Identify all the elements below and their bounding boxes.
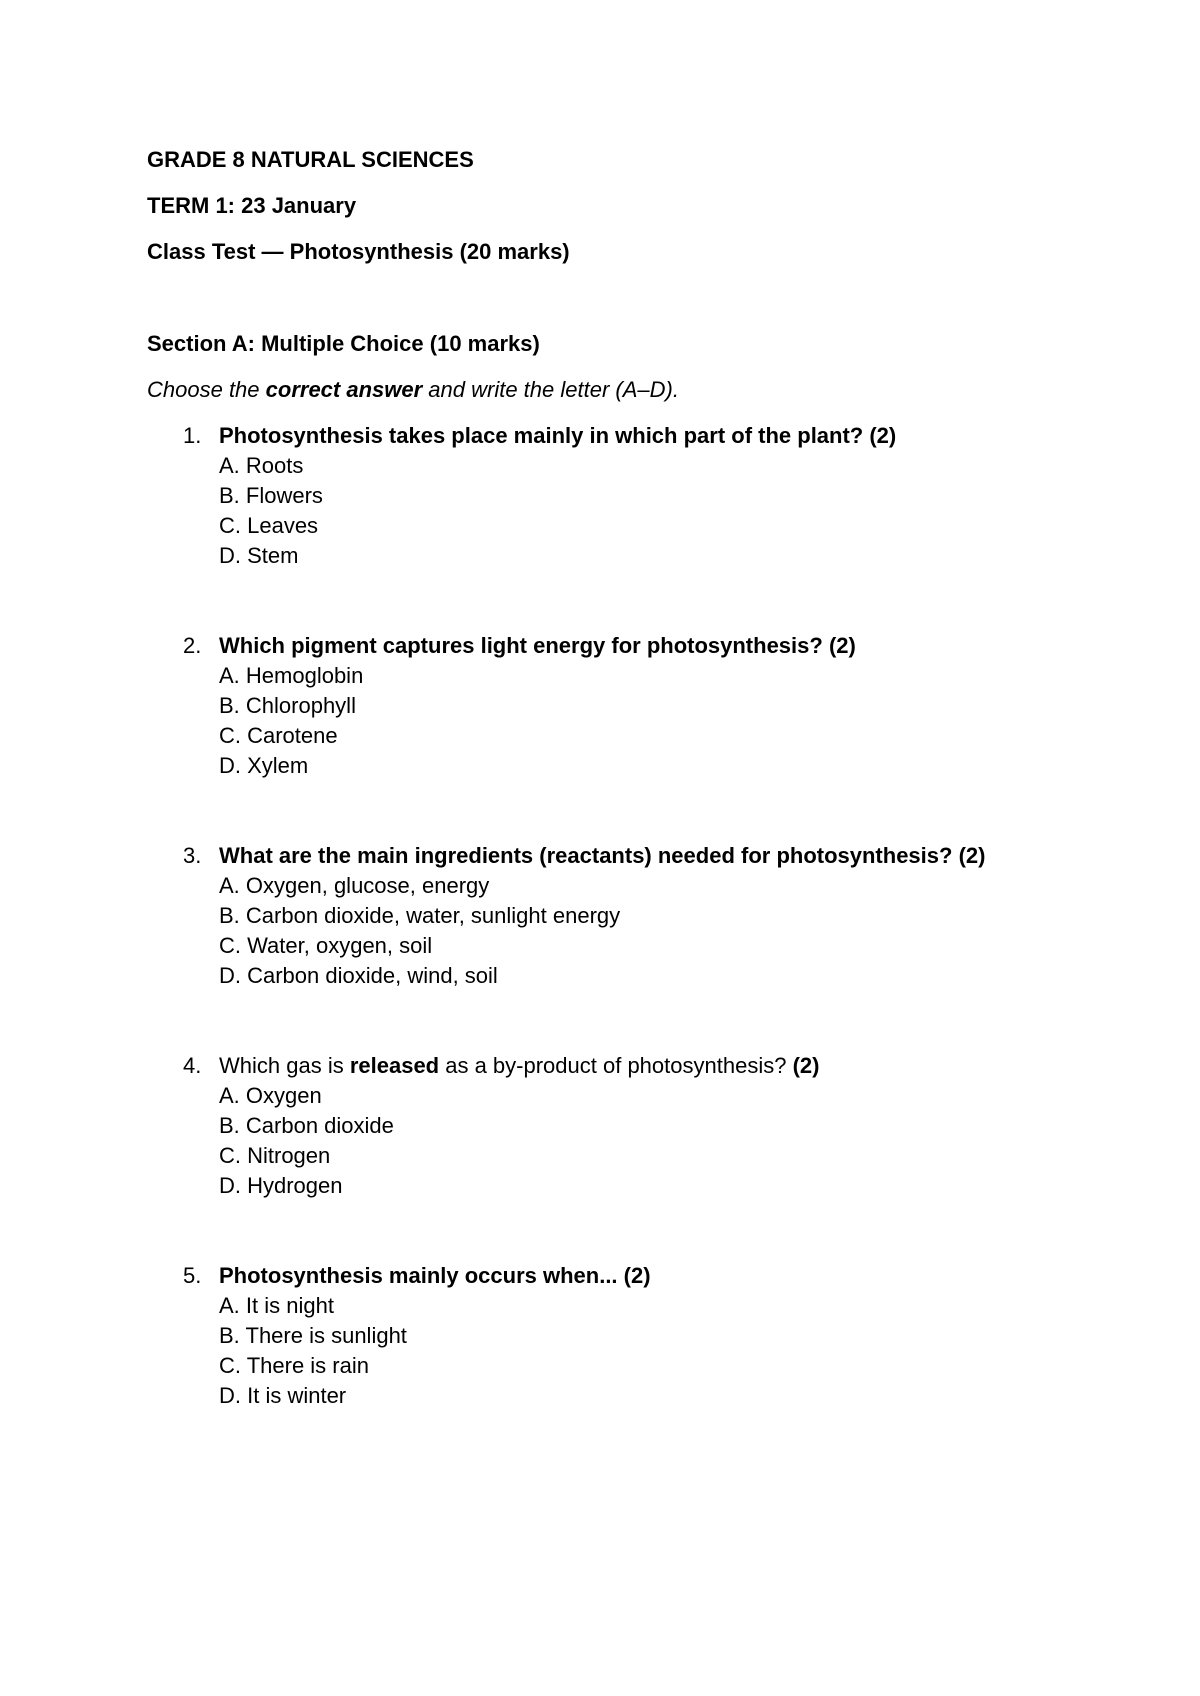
question-text-post: as a by-product of photosynthesis?	[439, 1053, 793, 1078]
section-instruction	[147, 375, 1067, 405]
option-b: B. Flowers	[219, 483, 323, 508]
term-date: TERM 1: 23 January	[147, 193, 357, 218]
spacer	[147, 283, 1067, 329]
option-d: D. Xylem	[219, 753, 309, 778]
document-page	[147, 145, 1067, 1471]
document-title: GRADE 8 NATURAL SCIENCES	[147, 147, 474, 172]
option-b: B. There is sunlight	[219, 1323, 407, 1348]
option-c: C. Leaves	[219, 513, 319, 538]
option-d: D. Stem	[219, 543, 299, 568]
instruction-text-pre: Choose the	[147, 377, 266, 402]
option-a: A. Hemoglobin	[219, 663, 364, 688]
option-a: A. Oxygen, glucose, energy	[219, 873, 490, 898]
question-4	[147, 1051, 1067, 1201]
question-marks: (2)	[792, 1053, 820, 1078]
question-number: 1.	[183, 423, 202, 448]
question-1	[147, 421, 1067, 571]
question-text: What are the main ingredients (reactants) needed for photosynthesis? (2)	[219, 843, 986, 868]
instruction-text-post: and write the letter (A–D).	[422, 377, 679, 402]
instruction-text-bold: correct answer	[265, 377, 423, 402]
question-5	[147, 1261, 1067, 1411]
question-text: Which pigment captures light energy for photosynthesis? (2)	[219, 633, 856, 658]
question-number: 2.	[183, 633, 202, 658]
option-a: A. It is night	[219, 1293, 334, 1318]
option-a: A. Oxygen	[219, 1083, 322, 1108]
question-2	[147, 631, 1067, 781]
question-number: 4.	[183, 1053, 202, 1078]
option-a: A. Roots	[219, 453, 304, 478]
option-b: B. Chlorophyll	[219, 693, 356, 718]
option-d: D. Carbon dioxide, wind, soil	[219, 963, 498, 988]
option-c: C. Water, oxygen, soil	[219, 933, 433, 958]
option-d: D. Hydrogen	[219, 1173, 343, 1198]
option-c: C. There is rain	[219, 1353, 369, 1378]
option-c: C. Nitrogen	[219, 1143, 331, 1168]
option-d: D. It is winter	[219, 1383, 347, 1408]
question-number: 5.	[183, 1263, 202, 1288]
section-title: Section A: Multiple Choice (10 marks)	[147, 331, 540, 356]
option-b: B. Carbon dioxide, water, sunlight energy	[219, 903, 621, 928]
option-c: C. Carotene	[219, 723, 338, 748]
question-text: Photosynthesis takes place mainly in which part of the plant? (2)	[219, 423, 897, 448]
test-title: Class Test — Photosynthesis (20 marks)	[147, 239, 570, 264]
question-text	[219, 1051, 1067, 1081]
question-text-bold: released	[349, 1053, 440, 1078]
question-text: Photosynthesis mainly occurs when... (2)	[219, 1263, 651, 1288]
question-text-pre: Which gas is	[219, 1053, 350, 1078]
option-b: B. Carbon dioxide	[219, 1113, 394, 1138]
question-3	[147, 841, 1067, 991]
question-number: 3.	[183, 843, 202, 868]
